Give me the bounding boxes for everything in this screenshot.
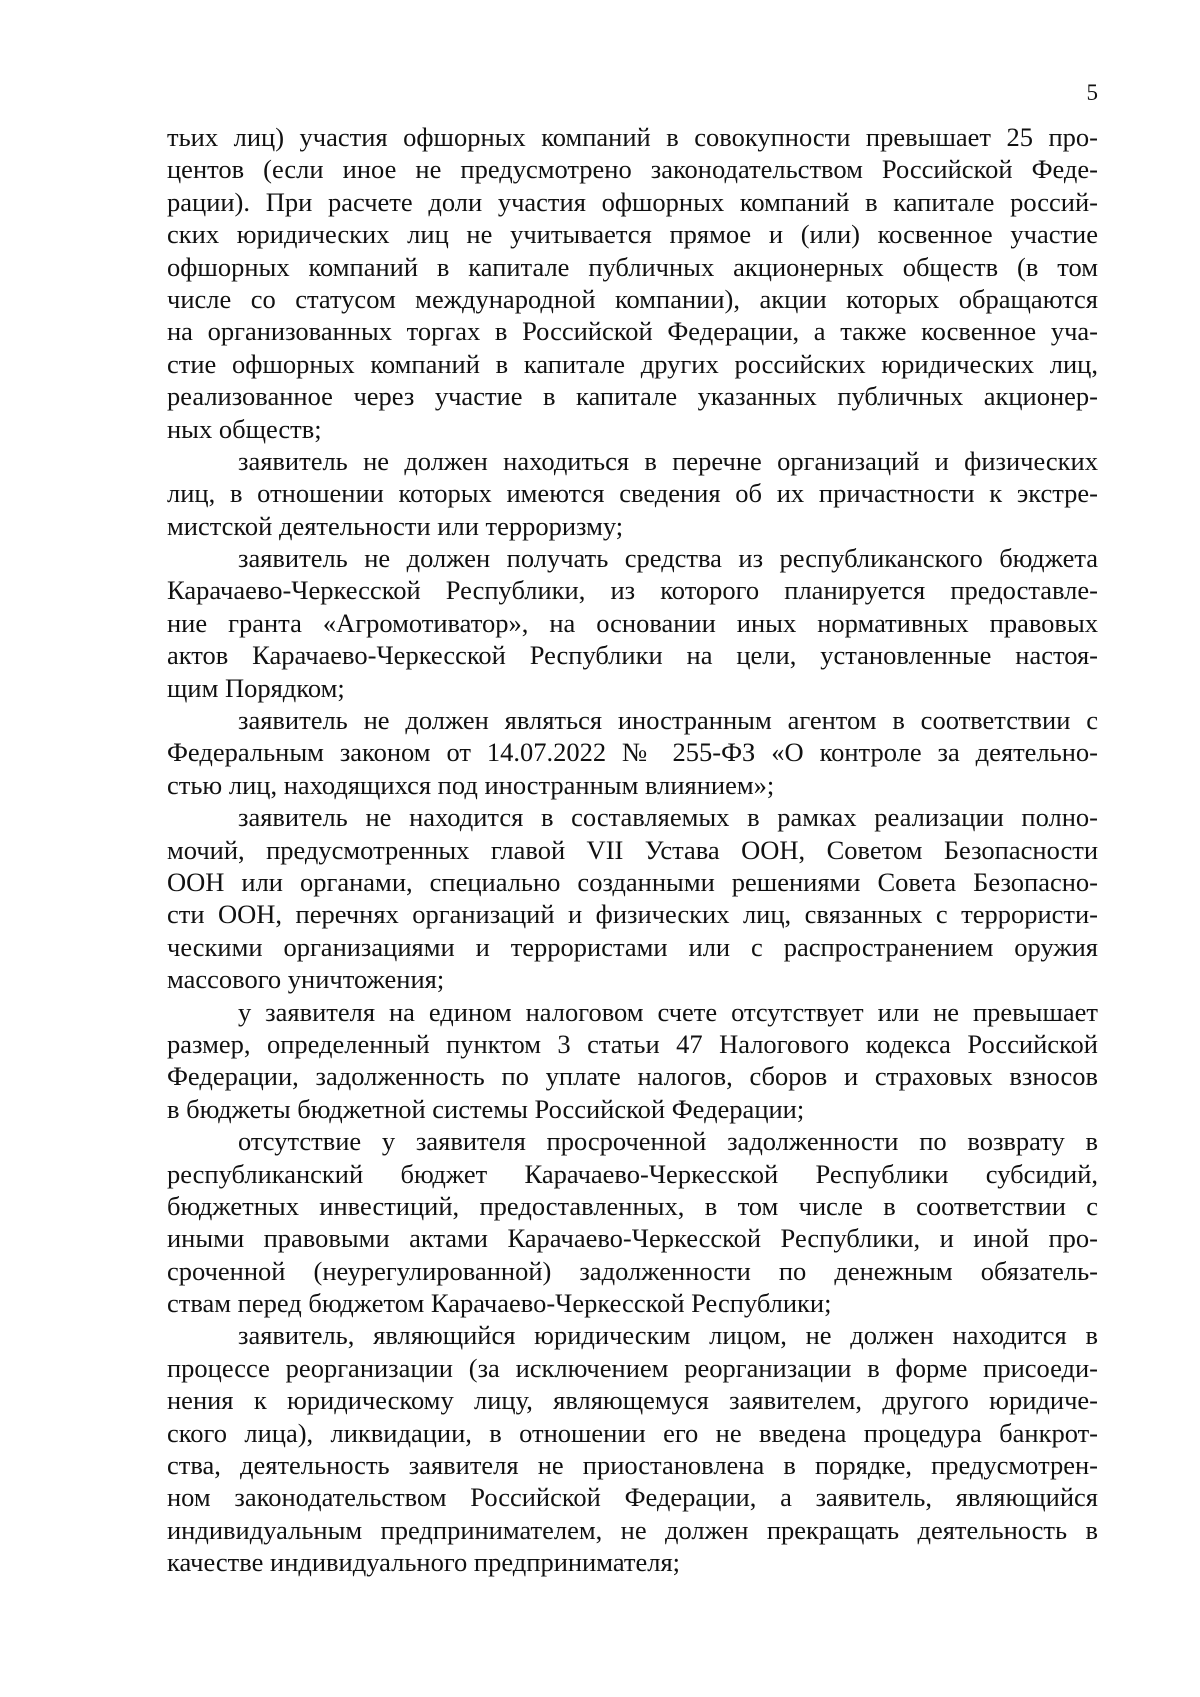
paragraph (167, 1125, 1098, 1319)
text-line: числе со статусом международной компании), акции которых обращаются (167, 283, 1098, 314)
text-line: реализованное через участие в капитале указанных публичных акционер- (167, 381, 1098, 412)
text-line: индивидуальным предпринимателем, не должен прекращать деятельность в (167, 1514, 1098, 1545)
text-line: бюджетных инвестиций, предоставленных, в том числе в соответствии с (167, 1190, 1098, 1221)
text-line: мочий, предусмотренных главой VII Устава ООН, Советом Безопасности (167, 834, 1098, 865)
text-line: Федерации, задолженность по уплате налогов, сборов и страховых взносов (167, 1061, 1098, 1092)
paragraph (167, 801, 1098, 995)
text-line: иными правовыми актами Карачаево-Черкесской Республики, и иной про- (167, 1223, 1098, 1254)
text-line: массового уничтожения; (167, 964, 445, 995)
text-line: заявитель не должен находиться в перечне организаций и физических (238, 445, 1098, 476)
text-line: мистской деятельности или терроризму; (167, 510, 624, 541)
text-line: процессе реорганизации (за исключением реорганизации в форме присоеди- (167, 1352, 1098, 1383)
text-line: размер, определенный пунктом 3 статьи 47 Налогового кодекса Российской (167, 1028, 1098, 1059)
text-line: щим Порядком; (167, 672, 345, 703)
text-line: ных обществ; (167, 413, 322, 444)
text-line: стью лиц, находящихся под иностранным влиянием»; (167, 769, 775, 800)
text-line: нения к юридическому лицу, являющемуся заявителем, другого юридиче- (167, 1385, 1098, 1416)
text-line: сроченной (неурегулированной) задолженности по денежным обязатель- (167, 1255, 1098, 1286)
text-line: качестве индивидуального предпринимателя; (167, 1547, 681, 1578)
text-line: лиц, в отношении которых имеются сведения об их причастности к экстре- (167, 478, 1098, 509)
text-line: республиканский бюджет Карачаево-Черкесской Республики субсидий, (167, 1158, 1098, 1189)
text-line: стие офшорных компаний в капитале других российских юридических лиц, (167, 348, 1098, 379)
page-number: 5 (1086, 80, 1098, 105)
paragraph (167, 121, 1098, 445)
text-line: Карачаево-Черкесской Республики, из которого планируется предоставле- (167, 575, 1098, 606)
paragraph (167, 445, 1098, 542)
text-line: офшорных компаний в капитале публичных акционерных обществ (в том (167, 251, 1098, 282)
text-line: заявитель не должен получать средства из республиканского бюджета (238, 543, 1098, 574)
document-body (167, 121, 1098, 1579)
text-line: сти ООН, перечнях организаций и физических лиц, связанных с террористи- (167, 899, 1098, 930)
paragraph (167, 542, 1098, 704)
text-line: ном законодательством Российской Федерации, а заявитель, являющийся (167, 1482, 1098, 1513)
text-line: у заявителя на едином налоговом счете отсутствует или не превышает (238, 996, 1098, 1027)
text-line: заявитель не должен являться иностранным агентом в соответствии с (238, 705, 1098, 736)
paragraph (167, 704, 1098, 801)
text-line: ООН или органами, специально созданными решениями Совета Безопасно- (167, 866, 1098, 897)
text-line: ние гранта «Агромотиватор», на основании иных нормативных правовых (167, 607, 1098, 638)
text-line: актов Карачаево-Черкесской Республики на цели, установленные настоя- (167, 640, 1098, 671)
text-line: заявитель не находится в составляемых в рамках реализации полно- (238, 802, 1098, 833)
text-line: ческими организациями и террористами или с распространением оружия (167, 931, 1098, 962)
paragraph (167, 996, 1098, 1126)
text-line: на организованных торгах в Российской Федерации, а также косвенное уча- (167, 316, 1098, 347)
text-line: рации). При расчете доли участия офшорных компаний в капитале россий- (167, 186, 1098, 217)
text-line: ствам перед бюджетом Карачаево-Черкесской Республики; (167, 1288, 832, 1319)
paragraph (167, 1319, 1098, 1578)
text-line: центов (если иное не предусмотрено законодательством Российской Феде- (167, 154, 1098, 185)
text-line: заявитель, являющийся юридическим лицом, не должен находится в (238, 1320, 1098, 1351)
text-line: Федеральным законом от 14.07.2022 № 255-ФЗ «О контроле за деятельно- (167, 737, 1098, 768)
text-line: ского лица), ликвидации, в отношении его не введена процедура банкрот- (167, 1417, 1098, 1448)
text-line: в бюджеты бюджетной системы Российской Федерации; (167, 1093, 805, 1124)
text-line: отсутствие у заявителя просроченной задолженности по возврату в (238, 1126, 1098, 1157)
text-line: тьих лиц) участия офшорных компаний в совокупности превышает 25 про- (167, 122, 1098, 152)
text-line: ства, деятельность заявителя не приостановлена в порядке, предусмотрен- (167, 1450, 1098, 1481)
text-line: ских юридических лиц не учитывается прямое и (или) косвенное участие (167, 219, 1098, 250)
